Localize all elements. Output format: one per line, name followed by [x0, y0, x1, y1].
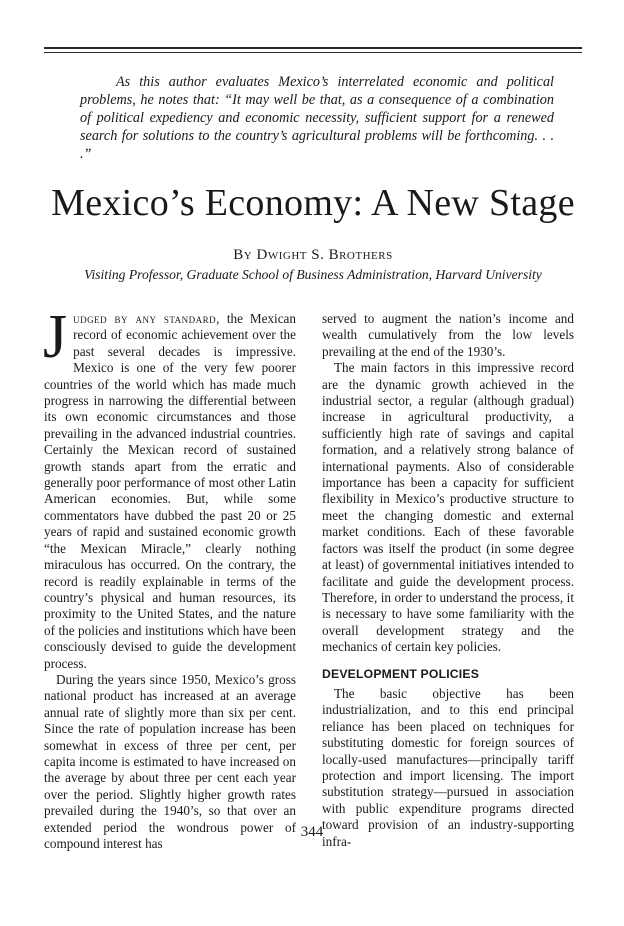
- paragraph: served to augment the nation’s income and wealth cumulatively from the low levels prevailing at the end of the 1930’s.: [322, 311, 574, 359]
- paragraph: The basic objective has been industrialization, and to this end principal reliance has been placed on techniques for substituting domestic for foreign sources of locally-used manufactures—principally tariff protection and import licensing. The import substitution strategy—pursued in association with public expenditure programs directed toward provision of an industry-supporting infra-: [322, 685, 574, 849]
- top-rule: [44, 47, 582, 49]
- paragraph: The main factors in this impressive record are the dynamic growth achieved in the industrial sector, a regular (although gradual) increase in agricultural productivity, a sufficiently high rate of savings and capital formation, and a relatively strong balance of international payments. Also of considerable importance has been a capacity for sufficient flexibility in Mexico’s productive structure to meet the changing domestic and external market conditions. Each of these favorable factors was itself the product (in some degree at least) of governmental initiatives intended to facilitate and guide the development process. Therefore, in order to understand the process, it is necessary to have some familiarity with the overall development strategy and the mechanics of certain key policies.: [322, 360, 574, 655]
- intro-abstract: As this author evaluates Mexico’s interrelated economic and political problems, he notes that: “It may well be that, as a consequence of a combination of political expediency and economic necessity, sufficient support for a renewed search for solutions to the country’s agricultural problems will be forthcoming. . . .”: [80, 74, 554, 162]
- top-rule-thin: [44, 52, 582, 53]
- right-column: [322, 311, 574, 850]
- drop-cap: J: [43, 303, 68, 371]
- author-affiliation: Visiting Professor, Graduate School of Business Administration, Harvard University: [84, 267, 542, 282]
- left-column: [43, 303, 296, 852]
- section-heading: DEVELOPMENT POLICIES: [322, 666, 480, 681]
- page-number: 344: [300, 824, 324, 840]
- lead-in: udged by any standard,: [73, 311, 220, 326]
- paragraph-text: the Mexican record of economic achievement over the past several decades is impressive. Mexico is one of the very few poorer countries of the world which has made much progress in narrowing the differential between its own economic circumstances and those prevailing in the advanced industrial countries. Certainly the Mexican record of sustained growth stands apart from the erratic and generally poor performance of most other Latin American economies. But, while some commentators have dubbed the past 20 or 25 years of rapid and sustained economic growth “the Mexican Miracle,” clearly nothing miraculous has occurred. On the contrary, the record is readily explainable in terms of the country’s physical and human resources, its proximity to the United States, and the nature of the policies and institutions which have been consciously devised to guide the development process.: [44, 311, 296, 671]
- paragraph: During the years since 1950, Mexico’s gross national product has increased at an average annual rate of slightly more than six per cent. Since the rate of population increase has been somewhat in excess of three per cent, per capita income is estimated to have increased on the average by about three per cent each year over the period. Slightly higher growth rates prevailed during the 1940’s, so that over an extended period the wondrous power of compound interest has: [44, 671, 296, 851]
- article-title: Mexico’s Economy: A New Stage: [51, 182, 575, 224]
- paragraph: [43, 303, 296, 672]
- byline: By Dwight S. Brothers: [233, 247, 393, 263]
